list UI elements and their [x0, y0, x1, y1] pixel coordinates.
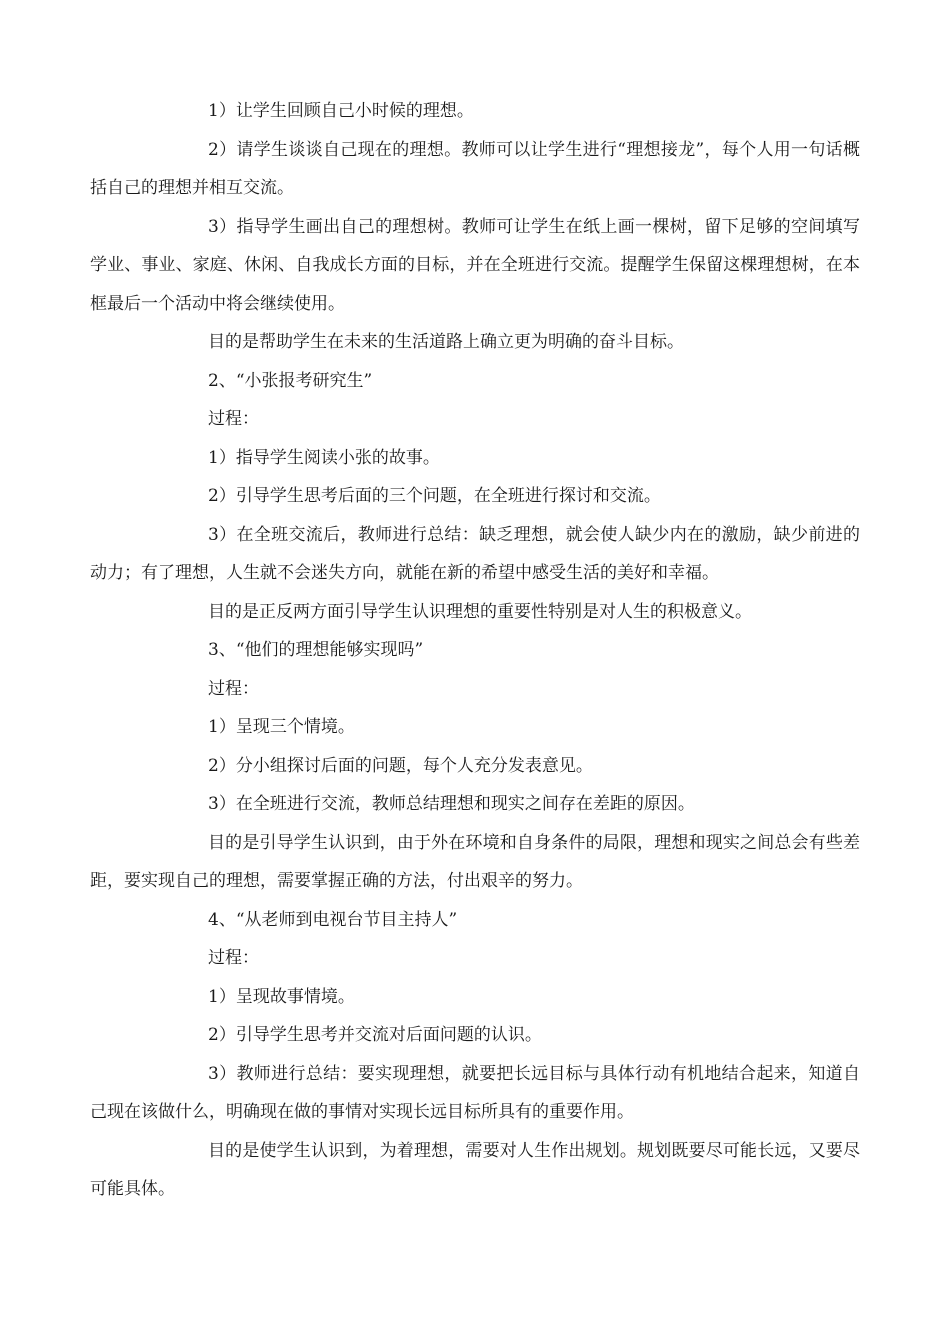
- process-label: 过程：: [208, 409, 259, 429]
- paragraph: 目的是引导学生认识到，由于外在环境和自身条件的局限，理想和现实之间总会有些差距，要实现自己的理想，需要掌握正确的方法，付出艰辛的努力。: [90, 832, 860, 891]
- process-label: 过程：: [208, 678, 259, 699]
- paragraph: 2）分小组探讨后面的问题，每个人充分发表意见。: [208, 755, 593, 776]
- paragraph: 1）呈现故事情境。: [208, 986, 355, 1007]
- section-heading: 2、“小张报考研究生”: [208, 370, 373, 391]
- paragraph: 3）指导学生画出自己的理想树。教师可让学生在纸上画一棵树，留下足够的空间填写学业、事业、家庭、休闲、自我成长方面的目标，并在全班进行交流。提醒学生保留这棵理想树，在本框最后一个活动中将会继续使用。: [90, 216, 860, 314]
- paragraph: 1）让学生回顾自己小时候的理想。: [208, 101, 474, 121]
- process-label: 过程：: [208, 948, 259, 968]
- paragraph: 2）引导学生思考并交流对后面问题的认识。: [208, 1025, 542, 1045]
- paragraph: 1）指导学生阅读小张的故事。: [208, 447, 440, 468]
- paragraph: 目的是正反两方面引导学生认识理想的重要性特别是对人生的积极意义。: [208, 601, 752, 622]
- paragraph: 2）引导学生思考后面的三个问题，在全班进行探讨和交流。: [208, 486, 661, 506]
- paragraph: 3）在全班进行交流，教师总结理想和现实之间存在差距的原因。: [208, 794, 695, 814]
- section-heading: 3、“他们的理想能够实现吗”: [208, 640, 424, 660]
- document-body: [90, 92, 860, 1209]
- paragraph: 目的是帮助学生在未来的生活道路上确立更为明确的奋斗目标。: [208, 332, 684, 352]
- paragraph: 3）教师进行总结：要实现理想，就要把长远目标与具体行动有机地结合起来，知道自己现在该做什么，明确现在做的事情对实现长远目标所具有的重要作用。: [90, 1063, 860, 1122]
- section-heading: 4、“从老师到电视台节目主持人”: [208, 909, 458, 930]
- paragraph: 1）呈现三个情境。: [208, 717, 355, 737]
- paragraph: 目的是使学生认识到，为着理想，需要对人生作出规划。规划既要尽可能长远，又要尽可能具体。: [90, 1140, 860, 1199]
- paragraph: 2）请学生谈谈自己现在的理想。教师可以让学生进行“理想接龙”，每个人用一句话概括自己的理想并相互交流。: [90, 139, 860, 198]
- paragraph: 3）在全班交流后，教师进行总结：缺乏理想，就会使人缺少内在的激励，缺少前进的动力；有了理想，人生就不会迷失方向，就能在新的希望中感受生活的美好和幸福。: [90, 524, 860, 583]
